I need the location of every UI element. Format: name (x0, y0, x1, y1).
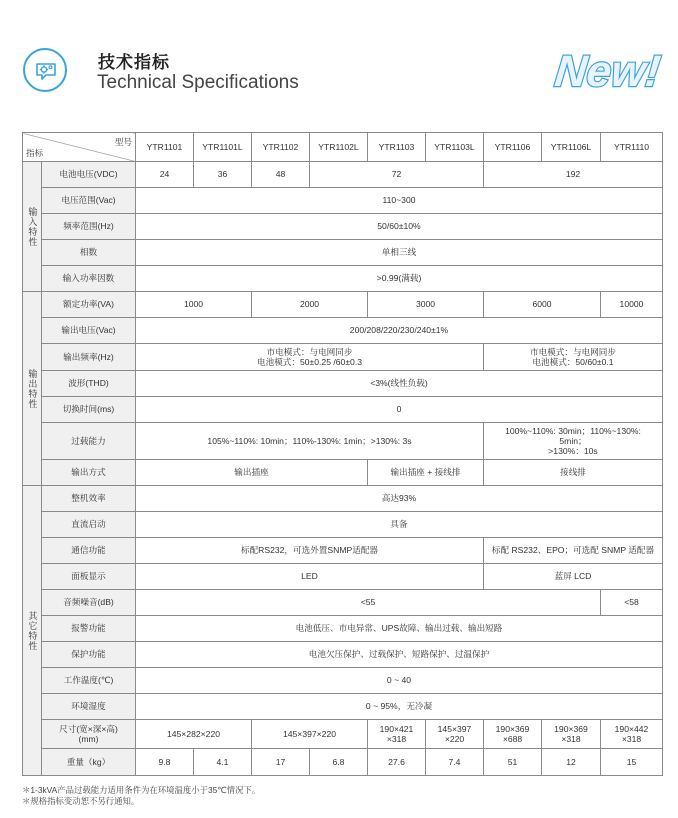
table-cell: 48 (252, 162, 310, 188)
table-cell: 72 (310, 162, 484, 188)
footnote: ＊1-3kVA产品过载能力适用条件为在环境温度小于35℃情况下。 (22, 785, 261, 795)
table-cell: 36 (194, 162, 252, 188)
cell-line: 190×369 (554, 723, 588, 734)
row-label: 工作温度(℃) (42, 668, 136, 694)
model-header: YTR1103L (426, 133, 484, 162)
table-cell: 110~300 (136, 188, 663, 214)
cell-line: 市电模式：与电网同步 (530, 346, 616, 357)
table-cell (601, 720, 663, 749)
footnotes (22, 785, 260, 806)
table-cell: 标配RS232，可选外置SNMP适配器 (136, 538, 484, 564)
table-cell: 高达93% (136, 486, 663, 512)
table-cell: 电池欠压保护、过载保护、短路保护、过温保护 (136, 642, 663, 668)
corner-spec-label: 指标 (26, 147, 44, 158)
table-row (23, 564, 663, 590)
group-other: 其它特性 (23, 486, 42, 776)
new-badge-text: New! (552, 47, 663, 96)
table-row (23, 642, 663, 668)
group-output: 输出特性 (23, 292, 42, 486)
table-cell: 17 (252, 749, 310, 776)
row-label: 保护功能 (42, 642, 136, 668)
table-cell: 0 ~ 95%，无冷凝 (136, 694, 663, 720)
row-label: 环境湿度 (42, 694, 136, 720)
table-cell: LED (136, 564, 484, 590)
table-row (23, 344, 663, 371)
cell-line: (mm) (78, 734, 99, 744)
table-row (23, 266, 663, 292)
row-label: 整机效率 (42, 486, 136, 512)
table-row (23, 397, 663, 423)
table-cell: 6.8 (310, 749, 368, 776)
table-cell: 7.4 (426, 749, 484, 776)
model-header: YTR1101 (136, 133, 194, 162)
cell-line: ×318 (621, 734, 642, 744)
row-label: 重量（kg） (42, 749, 136, 776)
row-label: 输出电压(Vac) (42, 318, 136, 344)
table-row (23, 694, 663, 720)
table-row (23, 538, 663, 564)
table-row (23, 318, 663, 344)
model-header: YTR1103 (368, 133, 426, 162)
table-row (23, 214, 663, 240)
table-cell: 105%~110%: 10min；110%-130%: 1min；>130%: 3s (136, 423, 484, 460)
row-label: 电压范围(Vac) (42, 188, 136, 214)
model-header: YTR1102 (252, 133, 310, 162)
table-cell: 145×397×220 (252, 720, 368, 749)
table-cell: 51 (484, 749, 542, 776)
corner-model-label: 型号 (114, 137, 132, 147)
table-cell (542, 720, 601, 749)
table-row (23, 590, 663, 616)
table-cell: 27.6 (368, 749, 426, 776)
table-cell: 单相三线 (136, 240, 663, 266)
cell-line: 100%~110%: 30min；110%~130%: (505, 425, 641, 436)
table-cell (484, 720, 542, 749)
table-cell (136, 344, 484, 371)
table-row (23, 720, 663, 749)
corner-cell (23, 133, 136, 162)
table-cell: 3000 (368, 292, 484, 318)
table-cell: 接线排 (484, 460, 663, 486)
row-label: 音频噪音(dB) (42, 590, 136, 616)
cell-line: ×318 (386, 734, 407, 744)
table-cell: 1000 (136, 292, 252, 318)
table-cell: 0 ~ 40 (136, 668, 663, 694)
model-header: YTR1102L (310, 133, 368, 162)
page-subtitle: Technical Specifications (97, 72, 299, 93)
table-cell: 标配 RS232、EPO；可选配 SNMP 适配器 (484, 538, 663, 564)
table-cell (484, 344, 663, 371)
page-header (0, 0, 678, 120)
group-input: 输入特性 (23, 162, 42, 292)
table-cell: >0.99(满载) (136, 266, 663, 292)
row-label: 额定功率(VA) (42, 292, 136, 318)
model-header: YTR1106L (542, 133, 601, 162)
cell-line: 电池模式：50/60±0.1 (532, 357, 614, 367)
row-label: 输出频率(Hz) (42, 344, 136, 371)
model-header: YTR1101L (194, 133, 252, 162)
table-cell (426, 720, 484, 749)
table-row (23, 749, 663, 776)
row-label: 报警功能 (42, 616, 136, 642)
cell-line: ×318 (561, 734, 581, 744)
table-cell: 2000 (252, 292, 368, 318)
row-label: 相数 (42, 240, 136, 266)
cell-line: 190×369 (495, 723, 530, 734)
table-row (23, 240, 663, 266)
table-cell: 10000 (601, 292, 663, 318)
table-cell: 9.8 (136, 749, 194, 776)
table-row (23, 188, 663, 214)
table-cell: 具备 (136, 512, 663, 538)
model-header-row (23, 133, 663, 162)
table-cell: 0 (136, 397, 663, 423)
table-row (23, 616, 663, 642)
cell-line: 5min； (559, 435, 587, 446)
settings-chat-icon (23, 48, 67, 92)
table-row (23, 512, 663, 538)
row-label: 电池电压(VDC) (42, 162, 136, 188)
table-cell: 4.1 (194, 749, 252, 776)
row-label (42, 720, 136, 749)
table-cell: 电池低压、市电异常、UPS故障、输出过载、输出短路 (136, 616, 663, 642)
footnote: ＊规格指标变动恕不另行通知。 (22, 795, 140, 806)
new-badge (548, 40, 666, 98)
page-title: 技术指标 (98, 53, 170, 72)
table-cell: 15 (601, 749, 663, 776)
cell-line: 190×442 (614, 723, 649, 734)
table-row (23, 371, 663, 397)
table-row (23, 460, 663, 486)
table-row (23, 486, 663, 512)
spec-table (22, 132, 663, 776)
table-row (23, 162, 663, 188)
cell-line: 145×397 (437, 723, 472, 734)
model-header: YTR1106 (484, 133, 542, 162)
table-row (23, 668, 663, 694)
row-label: 频率范围(Hz) (42, 214, 136, 240)
cell-line: ×220 (444, 734, 465, 744)
row-label: 输入功率因数 (42, 266, 136, 292)
row-label: 输出方式 (42, 460, 136, 486)
table-cell: 6000 (484, 292, 601, 318)
cell-line: >130%：10s (548, 446, 598, 457)
table-cell: 192 (484, 162, 663, 188)
model-header: YTR1110 (601, 133, 663, 162)
row-label: 切换时间(ms) (42, 397, 136, 423)
cell-line: 尺寸(宽×深×高) (59, 723, 118, 734)
table-cell (368, 720, 426, 749)
cell-line: 电池模式：50±0.25 /60±0.3 (257, 357, 362, 367)
cell-line: 190×421 (379, 723, 414, 734)
row-label: 直流启动 (42, 512, 136, 538)
table-row (23, 423, 663, 460)
row-label: 面板显示 (42, 564, 136, 590)
table-cell: 输出插座 (136, 460, 368, 486)
table-cell: 200/208/220/230/240±1% (136, 318, 663, 344)
table-row (23, 292, 663, 318)
table-cell: 蓝屏 LCD (484, 564, 663, 590)
table-cell: <55 (136, 590, 601, 616)
cell-line: 市电模式：与电网同步 (266, 346, 353, 357)
table-cell: 24 (136, 162, 194, 188)
table-cell (484, 423, 663, 460)
table-cell: <58 (601, 590, 663, 616)
table-cell: <3%(线性负载) (136, 371, 663, 397)
row-label: 过载能力 (42, 423, 136, 460)
table-cell: 输出插座 + 接线排 (368, 460, 484, 486)
cell-line: ×688 (502, 734, 523, 744)
row-label: 通信功能 (42, 538, 136, 564)
row-label: 波形(THD) (42, 371, 136, 397)
table-cell: 145×282×220 (136, 720, 252, 749)
table-cell: 12 (542, 749, 601, 776)
table-cell: 50/60±10% (136, 214, 663, 240)
